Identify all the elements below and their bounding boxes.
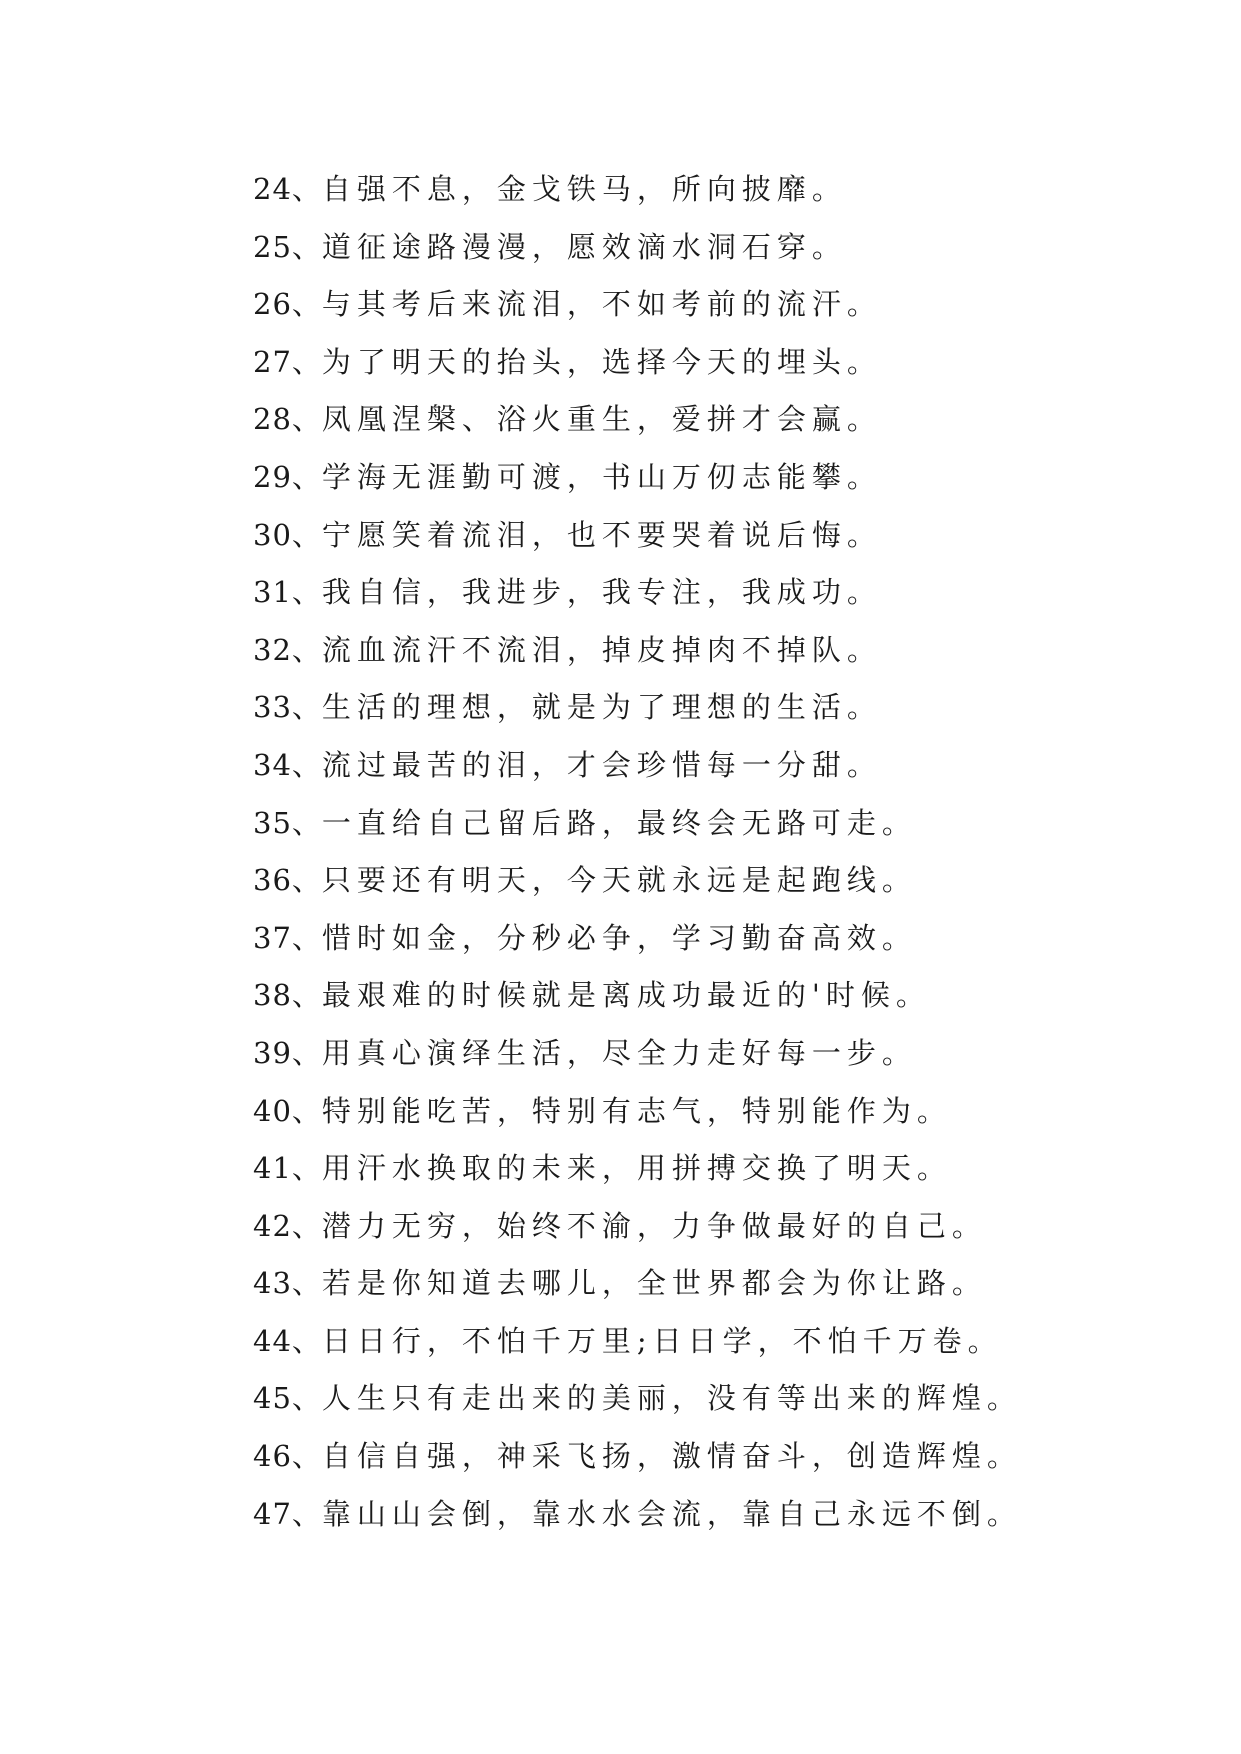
line-text: 自信自强，神采飞扬，激情奋斗，创造辉煌。 bbox=[321, 1439, 1022, 1474]
line-number: 37、 bbox=[253, 920, 322, 955]
motto-line bbox=[253, 737, 1213, 795]
line-text: 用汗水换取的未来，用拼搏交换了明天。 bbox=[321, 1151, 952, 1186]
motto-line bbox=[253, 1255, 1213, 1313]
motto-line bbox=[253, 1140, 1213, 1198]
line-number: 32、 bbox=[253, 632, 322, 667]
motto-line bbox=[253, 1370, 1213, 1428]
line-text: 流过最苦的泪，才会珍惜每一分甜。 bbox=[321, 747, 882, 782]
line-number: 28、 bbox=[253, 402, 322, 437]
line-text: 人生只有走出来的美丽，没有等出来的辉煌。 bbox=[321, 1381, 1022, 1416]
motto-line bbox=[253, 449, 1213, 507]
motto-line bbox=[253, 219, 1213, 277]
line-number: 47、 bbox=[253, 1496, 322, 1531]
line-number: 38、 bbox=[253, 978, 322, 1013]
line-number: 30、 bbox=[253, 517, 322, 552]
motto-line bbox=[253, 1428, 1213, 1486]
line-text: 特别能吃苦，特别有志气，特别能作为。 bbox=[321, 1093, 952, 1128]
line-text: 流血流汗不流泪，掉皮掉肉不掉队。 bbox=[321, 632, 882, 667]
motto-line bbox=[253, 852, 1213, 910]
line-text: 最艰难的时候就是离成功最近的'时候。 bbox=[321, 978, 931, 1013]
motto-line bbox=[253, 622, 1213, 680]
line-text: 为了明天的抬头，选择今天的埋头。 bbox=[321, 344, 882, 379]
line-text: 只要还有明天，今天就永远是起跑线。 bbox=[321, 863, 917, 898]
motto-list bbox=[253, 161, 1213, 1543]
motto-line bbox=[253, 334, 1213, 392]
motto-line bbox=[253, 679, 1213, 737]
motto-line bbox=[253, 967, 1213, 1025]
motto-line bbox=[253, 276, 1213, 334]
line-text: 学海无涯勤可渡，书山万仞志能攀。 bbox=[321, 459, 882, 494]
motto-line bbox=[253, 564, 1213, 622]
line-number: 34、 bbox=[253, 747, 322, 782]
line-text: 我自信，我进步，我专注，我成功。 bbox=[321, 575, 882, 610]
line-number: 43、 bbox=[253, 1266, 322, 1301]
line-number: 39、 bbox=[253, 1035, 322, 1070]
line-number: 42、 bbox=[253, 1208, 322, 1243]
line-text: 道征途路漫漫，愿效滴水洞石穿。 bbox=[321, 229, 847, 264]
motto-line bbox=[253, 1198, 1213, 1256]
line-text: 生活的理想，就是为了理想的生活。 bbox=[321, 690, 882, 725]
line-number: 27、 bbox=[253, 344, 322, 379]
line-number: 44、 bbox=[253, 1323, 322, 1358]
motto-line bbox=[253, 1313, 1213, 1371]
line-text: 惜时如金，分秒必争，学习勤奋高效。 bbox=[321, 920, 917, 955]
motto-line bbox=[253, 1486, 1213, 1544]
motto-line bbox=[253, 161, 1213, 219]
motto-line bbox=[253, 1025, 1213, 1083]
line-number: 25、 bbox=[253, 229, 322, 264]
line-number: 41、 bbox=[253, 1151, 322, 1186]
motto-line bbox=[253, 910, 1213, 968]
line-text: 日日行，不怕千万里;日日学，不怕千万卷。 bbox=[321, 1323, 1003, 1358]
line-text: 凤凰涅槃、浴火重生，爱拼才会赢。 bbox=[321, 402, 882, 437]
line-text: 宁愿笑着流泪，也不要哭着说后悔。 bbox=[321, 517, 882, 552]
line-text: 靠山山会倒，靠水水会流，靠自己永远不倒。 bbox=[321, 1496, 1022, 1531]
line-text: 潜力无穷，始终不渝，力争做最好的自己。 bbox=[321, 1208, 987, 1243]
line-text: 若是你知道去哪儿，全世界都会为你让路。 bbox=[321, 1266, 987, 1301]
motto-line bbox=[253, 507, 1213, 565]
line-number: 40、 bbox=[253, 1093, 322, 1128]
line-number: 35、 bbox=[253, 805, 322, 840]
line-text: 自强不息，金戈铁马，所向披靡。 bbox=[321, 172, 847, 206]
line-number: 46、 bbox=[253, 1439, 322, 1474]
line-text: 与其考后来流泪，不如考前的流汗。 bbox=[321, 287, 882, 322]
line-number: 33、 bbox=[253, 690, 322, 725]
line-text: 一直给自己留后路，最终会无路可走。 bbox=[321, 805, 917, 840]
line-number: 31、 bbox=[253, 575, 322, 610]
motto-line bbox=[253, 1083, 1213, 1141]
line-number: 29、 bbox=[253, 459, 322, 494]
line-number: 26、 bbox=[253, 287, 322, 322]
line-number: 36、 bbox=[253, 863, 322, 898]
line-number: 24、 bbox=[253, 172, 322, 206]
line-text: 用真心演绎生活，尽全力走好每一步。 bbox=[321, 1035, 917, 1070]
motto-line bbox=[253, 391, 1213, 449]
motto-line bbox=[253, 795, 1213, 853]
line-number: 45、 bbox=[253, 1381, 322, 1416]
